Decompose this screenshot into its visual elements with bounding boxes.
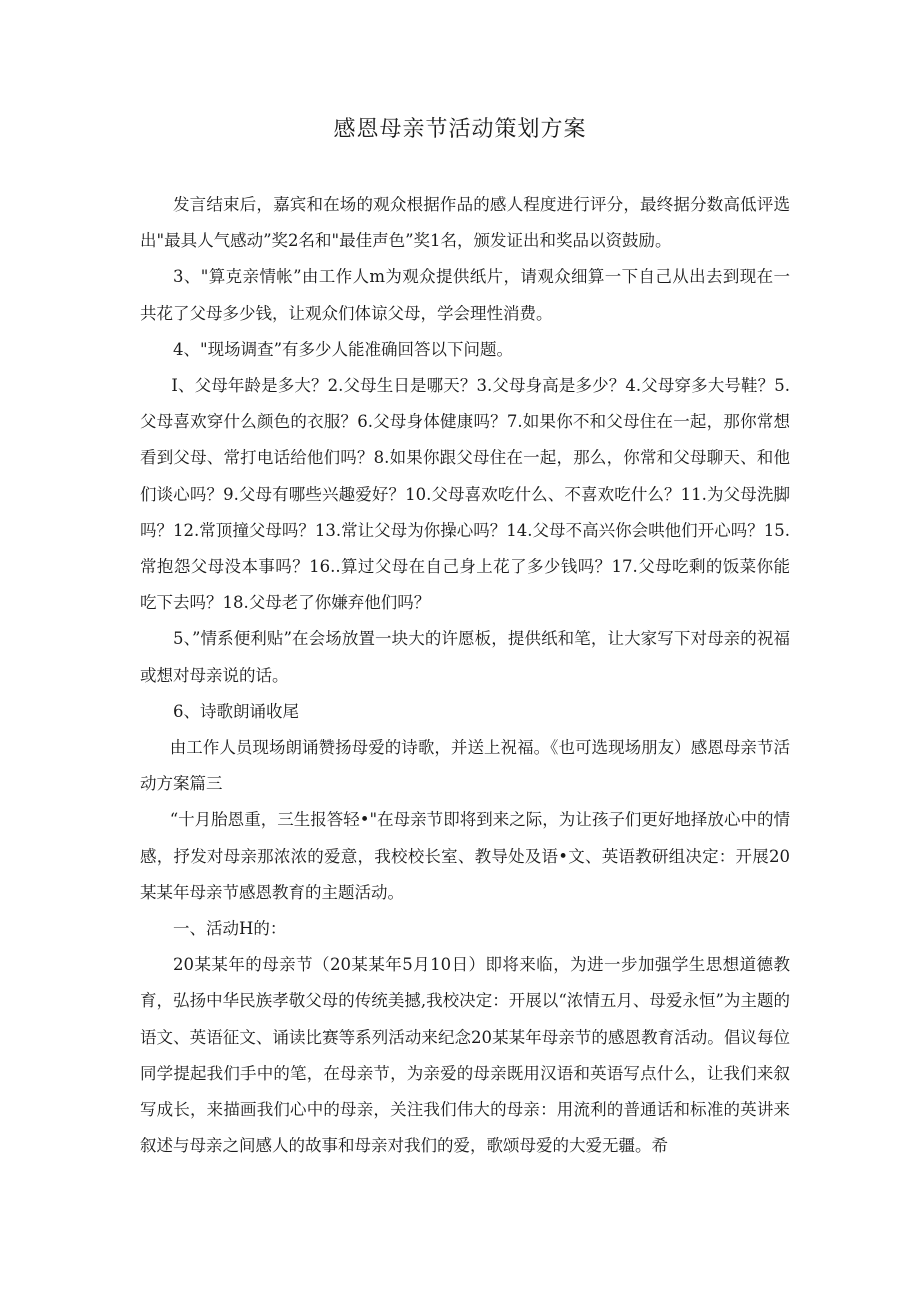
paragraph-poem-recital: 由工作人员现场朗诵赞扬母爱的诗歌，并送上祝福。《也可选现场朋友）感恩母亲节活动方案篇三 (140, 738, 790, 794)
paragraph-purpose-heading: 一、活动H的： (173, 919, 287, 939)
paragraph-speech-scoring: 发言结束后，嘉宾和在场的观众根据作品的感人程度进行评分，最终据分数高低评选出"最具人气感动”奖2名和"最佳声色”奖1名，颁发证出和奖品以资鼓励。 (140, 195, 790, 251)
paragraph-survey-intro: 4、"现场调查”有多少人能准确回答以下问题。 (173, 339, 514, 359)
paragraph-sticky-notes: 5、”情系便利贴”在会场放置一块大的许愿板，提供纸和笔，让大家写下对母亲的祝福或想对母亲说的话。 (140, 629, 790, 685)
paragraph-survey-questions: I、父母年龄是多大？2.父母生日是哪天？3.父母身高是多少？4.父母穿多大号鞋？5.父母喜欢穿什么颜色的衣服？6.父母身体健康吗？7.如果你不和父母住在一起，那你常想看到父母、常打电话给他们吗？8.如果你跟父母住在一起，那么，你常和父母聊天、和他们谈心吗？9.父母有哪些兴趣爱好？10.父母喜欢吃什么、不喜欢吃什么？11.为父母洗脚吗？12.常顶撞父母吗？13.常让父母为你操心吗？14.父母不高兴你会哄他们开心吗？15.常抱怨父母没本事吗？16..算过父母在自己身上花了多少钱吗？17.父母吃剩的饭菜你能吃下去吗？18.父母老了你嫌弃他们吗？ (140, 376, 790, 613)
paragraph-introduction: “十月胎恩重，三生报答轻•"在母亲节即将到来之际，为让孩子们更好地择放心中的情感，抒发对母亲那浓浓的爱意，我校校长室、教导处及语•文、英语教研组决定：开展20某某年母亲节感恩教育的主题活动。 (140, 810, 790, 902)
paragraph-poem-closing: 6、诗歌朗诵收尾 (173, 701, 299, 721)
document-body (140, 187, 790, 1164)
paragraph-purpose-body: 20某某年的母亲节（20某某年5月10日）即将来临，为进一步加强学生思想道德教育，弘扬中华民族孝敬父母的传统美撼,我校决定：开展以“浓情五月、母爱永恒”为主题的语文、英语征文、诵读比赛等系列活动来纪念20某某年母亲节的感恩教育活动。倡议每位同学提起我们手中的笔，在母亲节，为亲爱的母亲既用汉语和英语写点什么，让我们来叙写成长，来描画我们心中的母亲，关注我们伟大的母亲：用流利的普通话和标准的英讲来叙述与母亲之间感人的故事和母亲对我们的爱，歌颂母爱的大爱无疆。希 (140, 955, 790, 1156)
document-title: 感恩母亲节活动策划方案 (333, 117, 587, 142)
paragraph-family-account: 3、"算克亲情帐”由工作人m为观众提供纸片，请观众细算一下自己从出去到现在一共花了父母多少钱，让观众们体谅父母，学会理性消费。 (140, 267, 790, 323)
